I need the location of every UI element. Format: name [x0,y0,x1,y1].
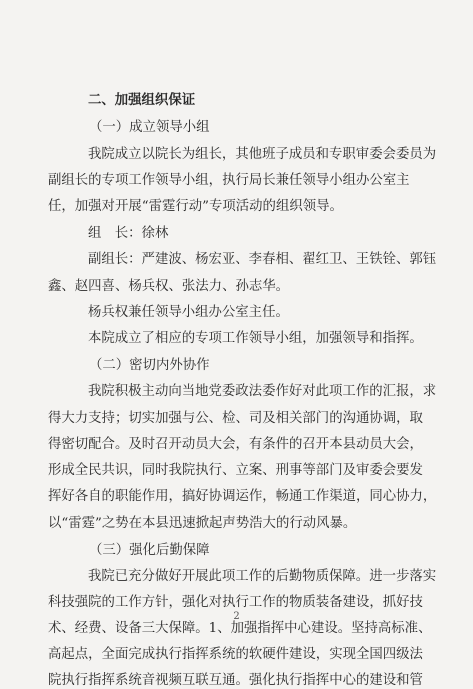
subsection-heading: （二）密切内外协作 [89,358,210,373]
body-line: 得大力支持；切实加强与公、检、司及相关部门的沟通协调，取 [48,411,423,426]
body-line: 挥好各自的职能作用，搞好协调运作，畅通工作渠道，同心协力， [48,489,437,504]
subsection-heading: （一）成立领导小组 [89,120,210,135]
section-heading: 二、加强组织保证 [88,92,196,108]
body-line: 科技强院的工作方针，强化对执行工作的物质装备建设，抓好技 [48,595,423,610]
body-line: 术、经费、设备三大保障。1、加强指挥中心建设。坚持高标准、 [48,621,432,636]
body-line: 副组长的专项工作领导小组，执行局长兼任领导小组办公室主 [48,173,410,188]
leader-line: 组 长：徐林 [88,226,169,241]
body-line: 得密切配合。及时召开动员大会，有条件的召开本县动员大会， [48,437,423,452]
body-line: 高起点，全面完成执行指挥系统的软硬件建设，实现全国四级法 [48,647,423,662]
body-line: 我院积极主动向当地党委政法委作好对此项工作的汇报，求 [88,384,437,399]
body-line: 杨兵权兼任领导小组办公室主任。 [88,305,289,320]
body-line: 任，加强对开展“雷霆行动”专项活动的组织领导。 [48,199,343,214]
body-line: 以“雷霆”之势在本县迅速掀起声势浩大的行动风暴。 [48,516,357,531]
page-number: 2 [233,611,240,622]
body-line: 我院成立以院长为组长，其他班子成员和专职审委会委员为 [88,147,437,162]
body-line: 院执行指挥系统音视频互联互通。强化执行指挥中心的建设和管 [48,673,423,688]
body-line: 我院已充分做好开展此项工作的后勤物质保障。进一步落实 [88,569,437,584]
body-line: 鑫、赵四喜、杨兵权、张法力、孙志华。 [48,279,290,294]
deputy-leaders-line: 副组长：严建波、杨宏亚、李春相、翟红卫、王铁铨、郭钰 [88,252,437,267]
subsection-heading: （三）强化后勤保障 [89,543,210,558]
body-line: 形成全民共识，同时我院执行、立案、刑事等部门及审委会要发 [48,463,423,478]
body-line: 本院成立了相应的专项工作领导小组，加强领导和指挥。 [88,331,423,346]
